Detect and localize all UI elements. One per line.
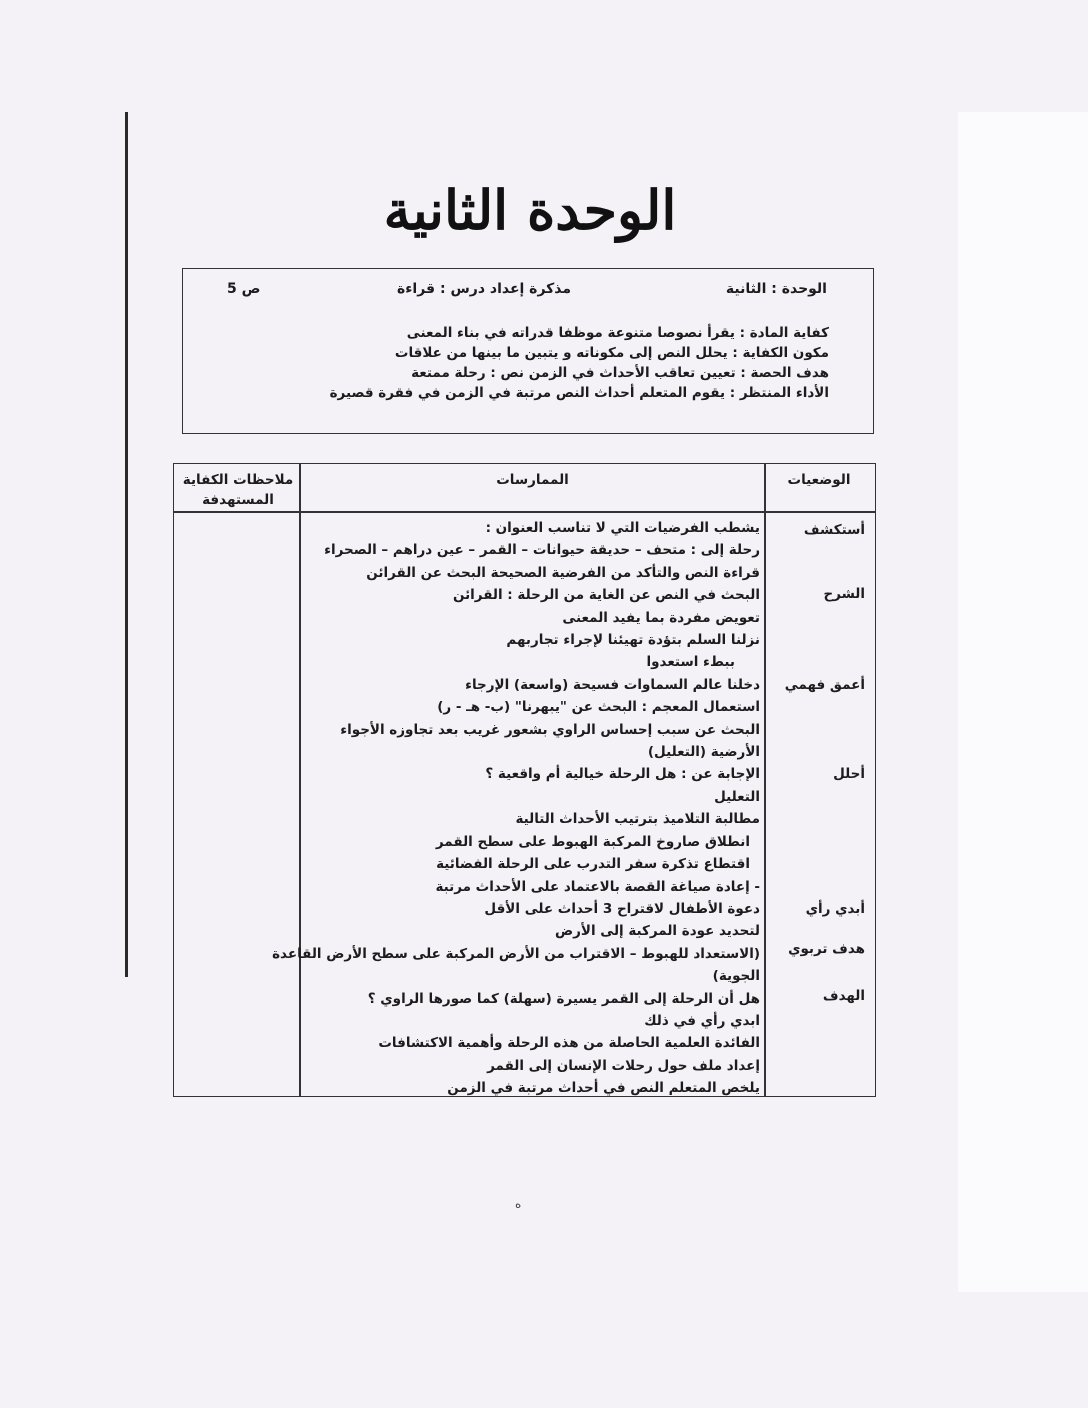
header-situations: الوضعيات (787, 472, 851, 488)
practice-line: الأرضية (التعليل) (647, 744, 760, 761)
practice-line: (الاستعداد للهبوط – الاقتراب من الأرض المركبة على سطح الأرض القاعدة (272, 945, 760, 962)
practice-line: مطالبة التلاميذ بترتيب الأحداث التالية (515, 811, 760, 828)
unit-label: الوحدة : الثانية (725, 281, 827, 297)
practice-line: ابدي رأي في ذلك (644, 1012, 760, 1029)
expected-performance: الأداء المنتظر : يقوم المتعلم أحداث النص مرتبة في الزمن في فقرة قصيرة (329, 385, 829, 401)
practice-line: استعمال المعجم : البحث عن "يبهرنا" (ب- هـ - ر) (437, 699, 760, 716)
practice-line: الجوية) (712, 968, 760, 985)
stage-analyze: أحلل (833, 766, 865, 782)
stage-goal: الهدف (822, 988, 865, 1004)
practice-line: انطلاق صاروخ المركبة الهبوط على سطح القمر (435, 833, 750, 850)
lesson-table (173, 463, 876, 1097)
page-number: ه (515, 1197, 522, 1211)
lesson-info-box (182, 268, 874, 434)
practice-line: اقتطاع تذكرة سفر التدرب على الرحلة الفضائية (436, 856, 750, 873)
practice-line: رحلة إلى : متحف – حديقة حيوانات – القمر – عين دراهم – الصحراء (324, 542, 760, 559)
stage-explore: أستكشف (803, 522, 865, 538)
page-left-edge (125, 112, 128, 977)
practice-line: - إعادة صياغة القصة بالاعتماد على الأحداث مرتبة (435, 878, 760, 895)
practice-line: يلخص المتعلم النص في أحداث مرتبة في الزمن (447, 1080, 760, 1097)
subject-competence: كفاية المادة : يقرأ نصوصا متنوعة موظفا قدراته في بناء المعنى (406, 325, 829, 341)
lesson-info-lines (269, 323, 829, 403)
practice-line: إعداد ملف حول رحلات الإنسان إلى القمر (487, 1057, 760, 1074)
header-divider (174, 511, 875, 513)
practice-line: الإجابة عن : هل الرحلة خيالية أم واقعية ؟ (485, 766, 760, 783)
practice-line: تعويض مفردة بما يفيد المعنى (562, 609, 760, 626)
stage-deepen: أعمق فهمي (784, 677, 865, 693)
page-title: الوحدة الثانية (383, 178, 677, 242)
column-divider (764, 464, 766, 1096)
practice-line: نزلنا السلم بتؤدة تهيئنا لإجراء تجاربهم (506, 632, 760, 649)
practice-line: دخلنا عالم السماوات فسيحة (واسعة) الإرجاء (465, 676, 760, 693)
lesson-label: مذكرة إعداد درس : قراءة (397, 281, 572, 297)
practice-line: لتحديد عودة المركبة إلى الأرض (554, 923, 760, 940)
practice-line: قراءة النص والتأكد من الفرضية الصحيحة البحث عن القرائن (366, 564, 760, 581)
header-notes: ملاحظات الكفاية المستهدفة (182, 472, 294, 508)
header-practices: الممارسات (496, 472, 569, 488)
practice-line: البحث في النص عن الغاية من الرحلة : القرائن (452, 587, 760, 604)
practice-line: البحث عن سبب إحساس الراوي بشعور غريب بعد تجاوزه الأجواء (340, 721, 760, 738)
practice-line: يشطب الفرضيات التي لا تناسب العنوان : (485, 520, 760, 536)
page-right-margin (958, 112, 1088, 1292)
stage-explain: الشرح (823, 586, 865, 602)
page-label: ص 5 (227, 281, 261, 297)
competence-component: مكون الكفاية : يحلل النص إلى مكوناته و يتبين ما بينها من علاقات (394, 345, 829, 361)
stage-opinion: أبدي رأي (805, 901, 865, 917)
session-goal: هدف الحصة : تعيين تعاقب الأحداث في الزمن نص : رحلة ممتعة (411, 365, 829, 381)
practice-line: دعوة الأطفال لاقتراح 3 أحداث على الأقل (484, 900, 760, 917)
practice-line: هل أن الرحلة إلى القمر يسيرة (سهلة) كما صورها الراوي ؟ (367, 990, 760, 1007)
stage-educational-goal: هدف تربوي (788, 941, 865, 957)
practice-line: الفائدة العلمية الحاصلة من هذه الرحلة وأهمية الاكتشافات (378, 1035, 760, 1052)
practice-line: التعليل (714, 788, 760, 805)
practice-line: ببطء استعدوا (646, 654, 735, 671)
practices-column (272, 517, 760, 1100)
